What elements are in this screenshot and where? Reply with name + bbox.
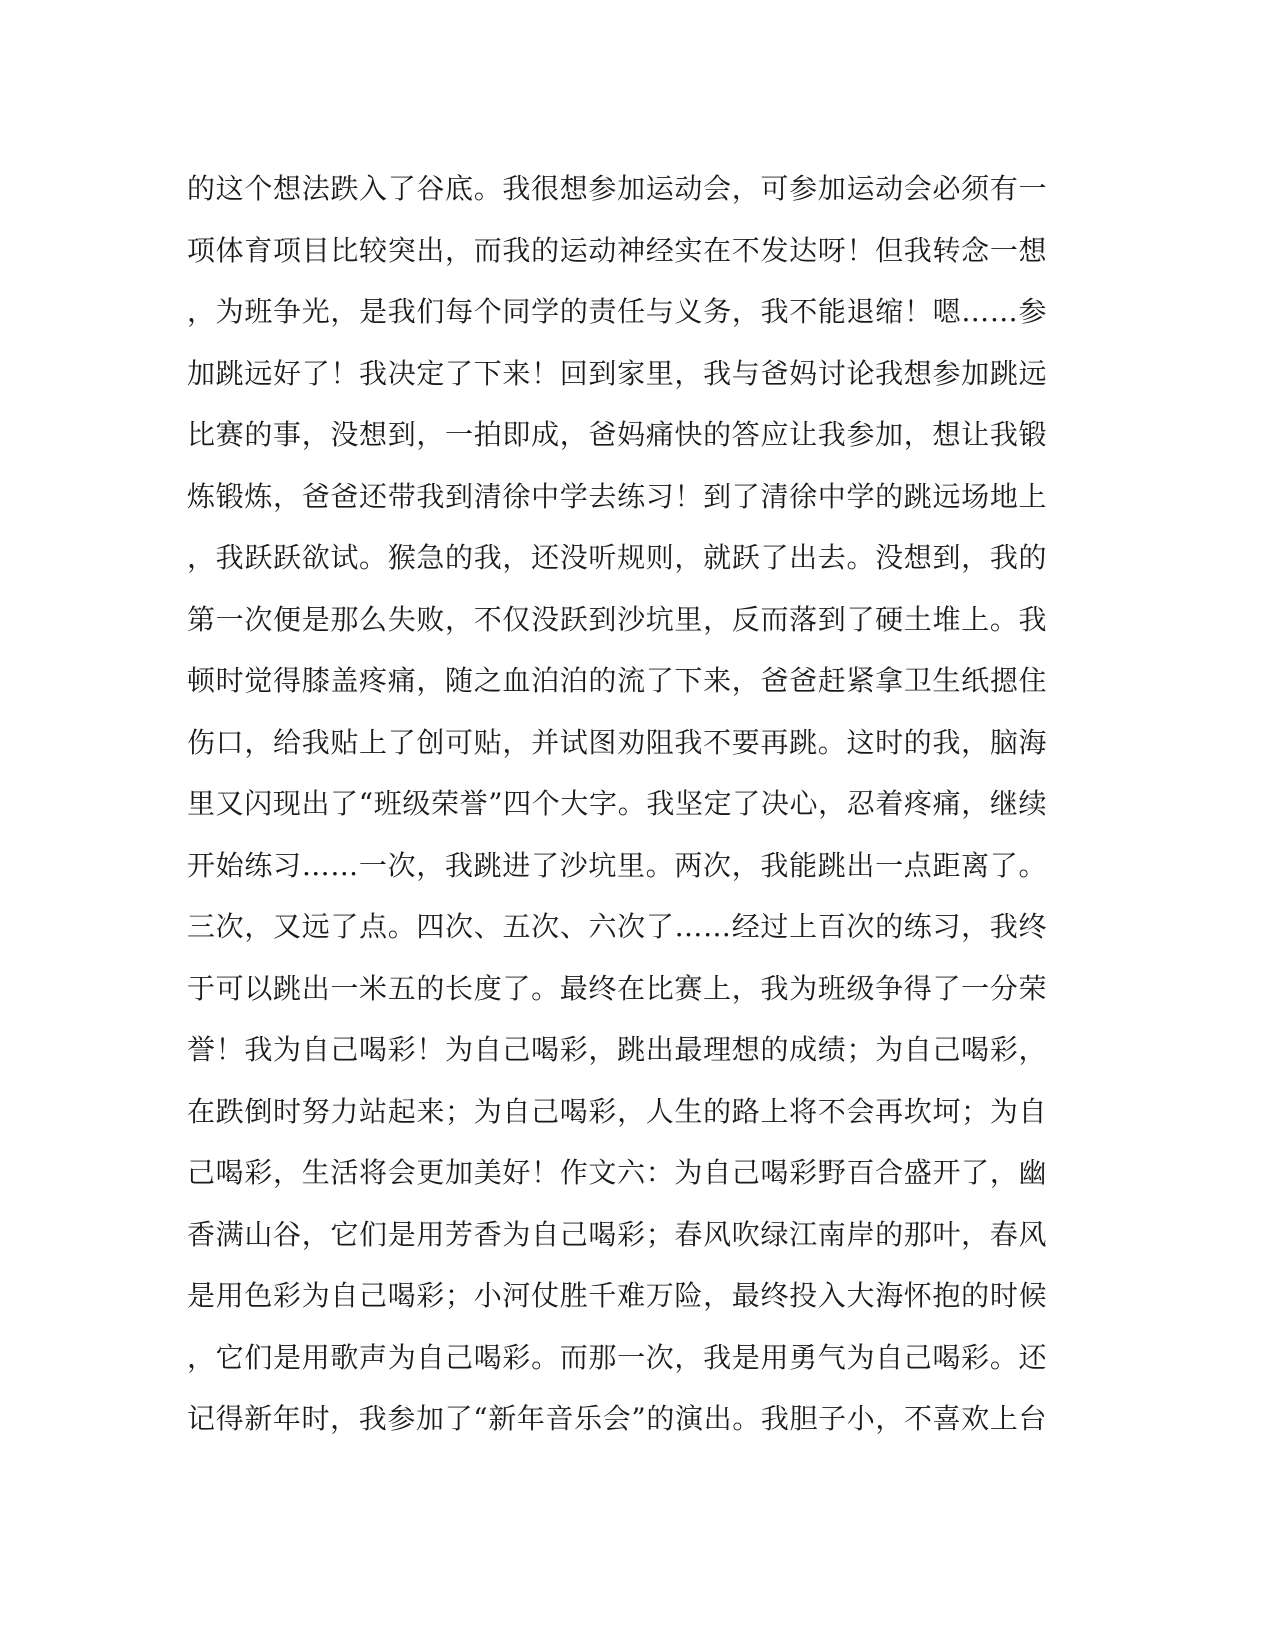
text-line: 第一次便是那么失败，不仅没跃到沙坑里，反而落到了硬土堆上。我: [187, 602, 1047, 636]
text-line: 里又闪现出了“班级荣誉”四个大字。我坚定了决心，忍着疼痛，继续: [187, 787, 1047, 820]
text-line: 项体育项目比较突出，而我的运动神经实在不发达呀！但我转念一想: [187, 233, 1047, 267]
text-line: 在跌倒时努力站起来；为自己喝彩，人生的路上将不会再坎坷；为自: [187, 1094, 1047, 1128]
text-line: 顿时觉得膝盖疼痛，随之血泊泊的流了下来，爸爸赶紧拿卫生纸摁住: [187, 664, 1047, 697]
text-line: ，它们是用歌声为自己喝彩。而那一次，我是用勇气为自己喝彩。还: [187, 1340, 1047, 1374]
body-text: [187, 158, 1047, 1450]
text-line: 比赛的事，没想到，一拍即成，爸妈痛快的答应让我参加，想让我锻: [187, 418, 1047, 451]
text-line: 加跳远好了！我决定了下来！回到家里，我与爸妈讨论我想参加跳远: [187, 356, 1047, 390]
text-line: 开始练习……一次，我跳进了沙坑里。两次，我能跳出一点距离了。: [187, 848, 1047, 882]
text-line: ，我跃跃欲试。猴急的我，还没听规则，就跃了出去。没想到，我的: [187, 541, 1047, 574]
text-line: 己喝彩，生活将会更加美好！作文六：为自己喝彩野百合盛开了，幽: [187, 1156, 1047, 1189]
text-line: 的这个想法跌入了谷底。我很想参加运动会，可参加运动会必须有一: [187, 172, 1047, 205]
text-line: 三次，又远了点。四次、五次、六次了……经过上百次的练习，我终: [187, 910, 1047, 943]
text-line: 香满山谷，它们是用芳香为自己喝彩；春风吹绿江南岸的那叶，春风: [187, 1217, 1047, 1251]
text-line: 誉！我为自己喝彩！为自己喝彩，跳出最理想的成绩；为自己喝彩，: [187, 1033, 1047, 1066]
text-line: 是用色彩为自己喝彩；小河仗胜千难万险，最终投入大海怀抱的时候: [187, 1279, 1047, 1312]
text-line: ，为班争光，是我们每个同学的责任与义务，我不能退缩！嗯……参: [187, 295, 1047, 328]
text-line: 于可以跳出一米五的长度了。最终在比赛上，我为班级争得了一分荣: [187, 971, 1047, 1005]
text-line: 伤口，给我贴上了创可贴，并试图劝阻我不要再跳。这时的我，脑海: [187, 725, 1047, 759]
text-line: 记得新年时，我参加了“新年音乐会”的演出。我胆子小，不喜欢上台: [187, 1402, 1047, 1435]
text-line: 炼锻炼，爸爸还带我到清徐中学去练习！到了清徐中学的跳远场地上: [187, 479, 1047, 513]
